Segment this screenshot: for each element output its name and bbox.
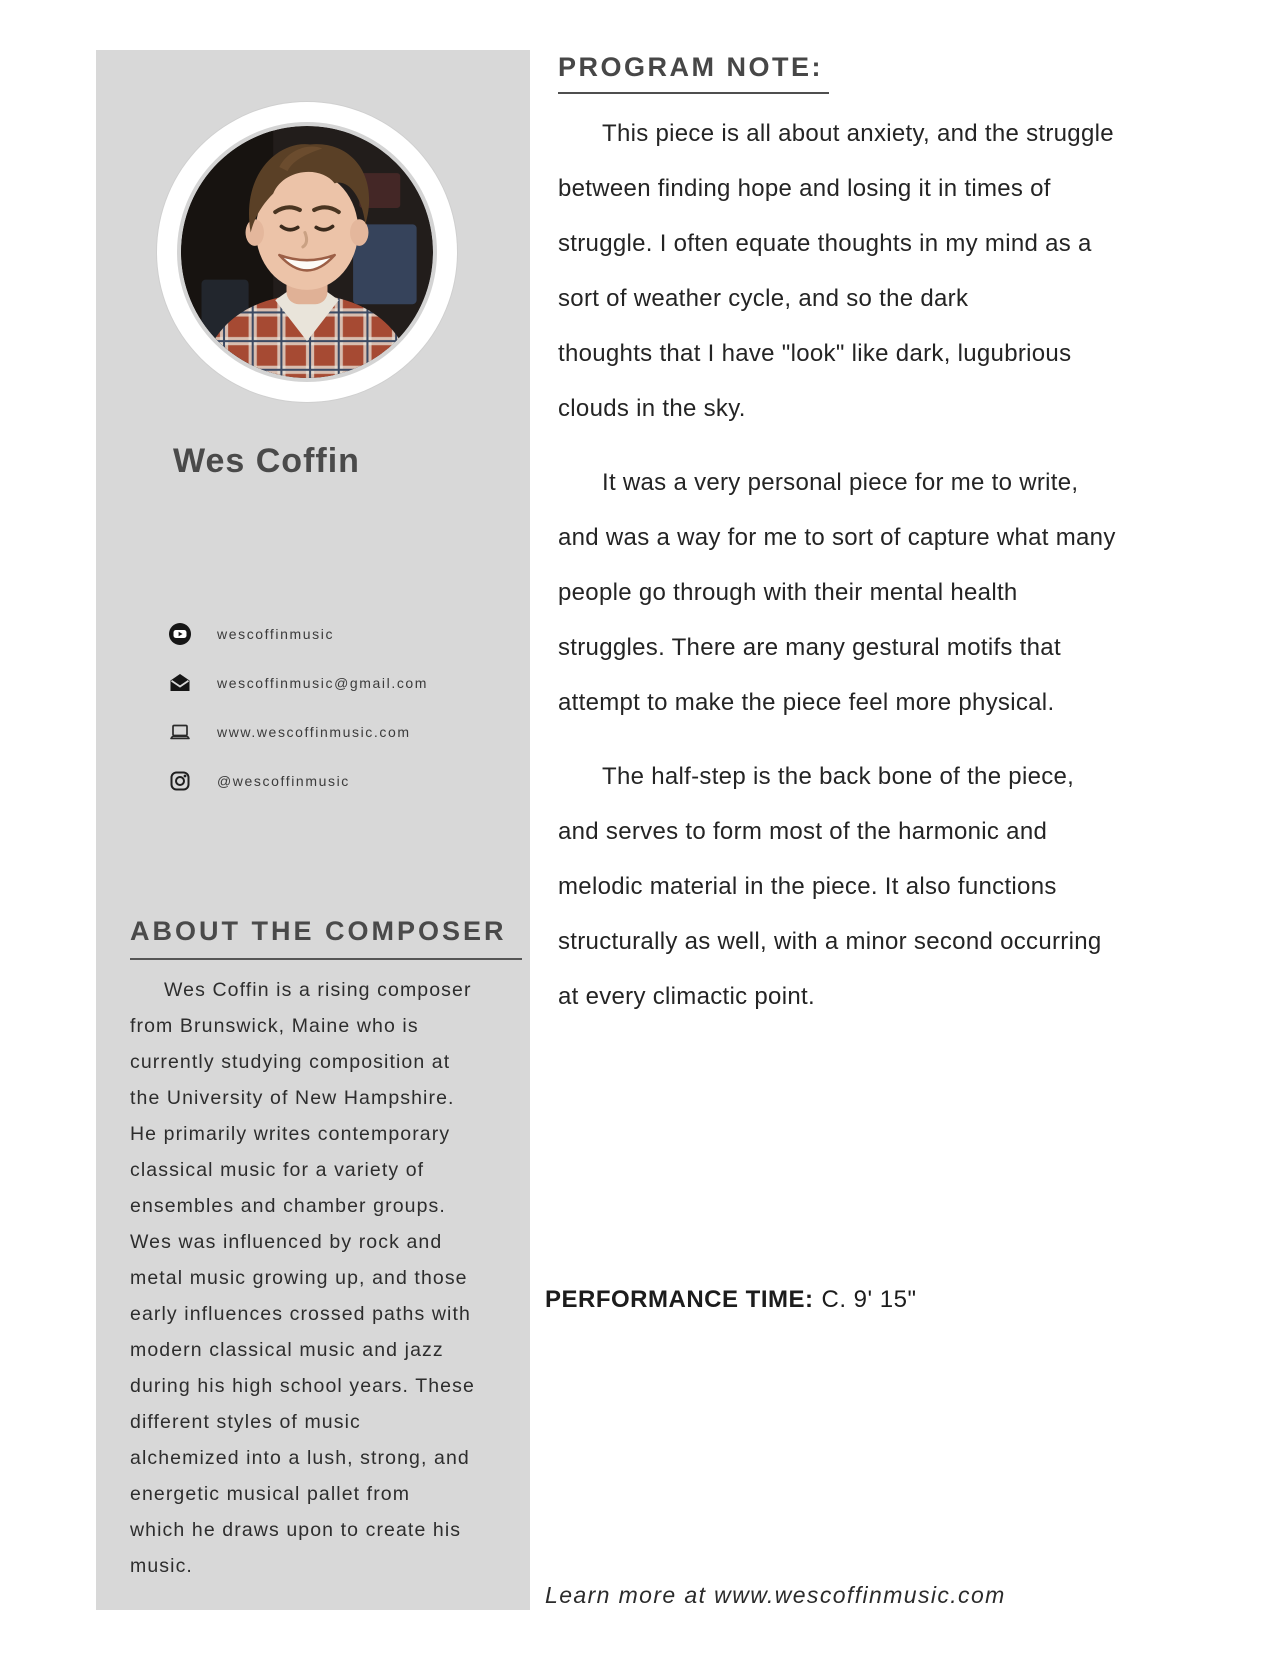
youtube-handle: wescoffinmusic: [217, 626, 335, 642]
text-line: from Brunswick, Maine who is: [130, 1015, 419, 1037]
text-line: modern classical music and jazz: [130, 1339, 444, 1361]
text-line: classical music for a variety of: [130, 1159, 425, 1181]
email-icon: [168, 671, 192, 695]
portrait-illustration: [181, 126, 433, 378]
contact-row-instagram: [168, 769, 428, 793]
performance-time-label: PERFORMANCE TIME:: [545, 1286, 814, 1313]
text-line: structurally as well, with a minor second occurring: [558, 928, 1102, 955]
text-line: energetic musical pallet from: [130, 1483, 411, 1505]
paragraph-1: [558, 106, 1198, 436]
text-line: attempt to make the piece feel more physical.: [558, 689, 1055, 716]
text-line: during his high school years. These: [130, 1375, 475, 1397]
text-line: He primarily writes contemporary: [130, 1123, 451, 1145]
program-note-section: [558, 52, 1198, 1043]
text-line: Wes was influenced by rock and: [130, 1231, 443, 1253]
instagram-handle: @wescoffinmusic: [217, 773, 350, 789]
text-line: the University of New Hampshire.: [130, 1087, 455, 1109]
text-line: between finding hope and losing it in times of: [558, 175, 1051, 202]
text-line: Wes Coffin is a rising composer: [164, 979, 472, 1001]
text-line: currently studying composition at: [130, 1051, 451, 1073]
paragraph-2: [558, 455, 1198, 730]
text-line: sort of weather cycle, and so the dark: [558, 285, 969, 312]
text-line: struggle. I often equate thoughts in my mind as a: [558, 230, 1092, 257]
program-note-heading: PROGRAM NOTE:: [558, 52, 829, 94]
laptop-icon: [168, 720, 192, 744]
text-line: clouds in the sky.: [558, 395, 746, 422]
text-line: early influences crossed paths with: [130, 1303, 471, 1325]
contact-row-website: [168, 720, 428, 744]
portrait-ring: [157, 102, 457, 402]
text-line: and was a way for me to sort of capture what many: [558, 524, 1116, 551]
text-line: people go through with their mental health: [558, 579, 1018, 606]
youtube-icon: [168, 622, 192, 646]
composer-name: Wes Coffin: [173, 442, 360, 480]
contact-list: [168, 622, 428, 818]
paragraph-3: [558, 749, 1198, 1024]
text-line: The half-step is the back bone of the piece,: [602, 763, 1075, 790]
website-url: www.wescoffinmusic.com: [217, 724, 411, 740]
contact-row-youtube: [168, 622, 428, 646]
text-line: melodic material in the piece. It also functions: [558, 873, 1057, 900]
about-heading: ABOUT THE COMPOSER: [130, 916, 522, 960]
instagram-icon: [168, 769, 192, 793]
program-note-body: [558, 106, 1198, 1024]
composer-bio: [130, 972, 522, 1584]
text-line: at every climactic point.: [558, 983, 815, 1010]
sidebar: [96, 50, 530, 1610]
text-line: and serves to form most of the harmonic and: [558, 818, 1048, 845]
text-line: alchemized into a lush, strong, and: [130, 1447, 470, 1469]
contact-row-email: [168, 671, 428, 695]
performance-time-value: C. 9' 15": [821, 1286, 917, 1313]
text-line: which he draws upon to create his: [130, 1519, 462, 1541]
text-line: ensembles and chamber groups.: [130, 1195, 446, 1217]
text-line: struggles. There are many gestural motifs that: [558, 634, 1061, 661]
text-line: music.: [130, 1555, 193, 1577]
performance-time: [545, 1286, 916, 1314]
footer-learn-more: Learn more at www.wescoffinmusic.com: [545, 1582, 1006, 1608]
text-line: metal music growing up, and those: [130, 1267, 468, 1289]
about-section: [130, 916, 522, 1577]
text-line: This piece is all about anxiety, and the struggle: [602, 120, 1114, 147]
text-line: thoughts that I have "look" like dark, lugubrious: [558, 340, 1072, 367]
text-line: It was a very personal piece for me to write,: [602, 469, 1079, 496]
text-line: different styles of music: [130, 1411, 361, 1433]
email-address: wescoffinmusic@gmail.com: [217, 675, 429, 691]
composer-portrait-photo: [181, 126, 433, 378]
